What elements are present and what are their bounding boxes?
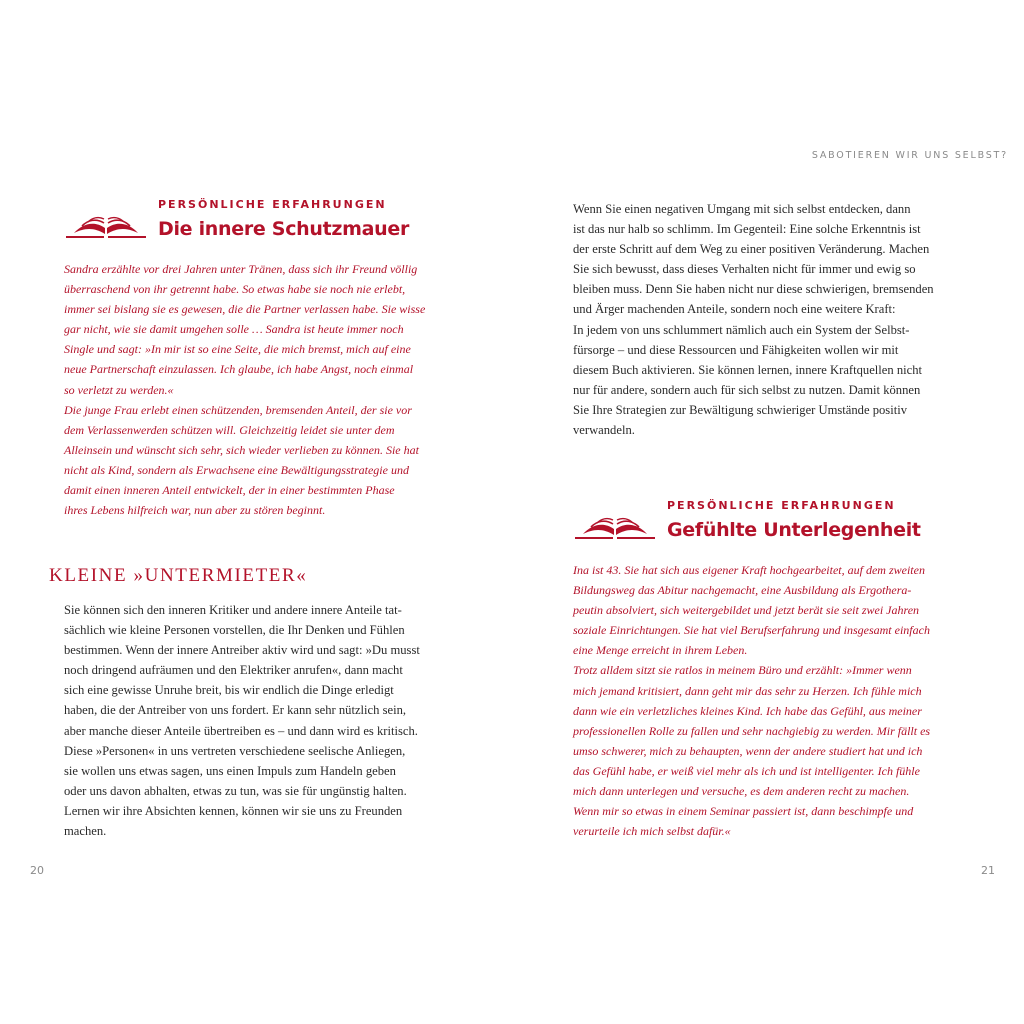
box2-line: Trotz alldem sitzt sie ratlos in meinem Büro und erzählt: »Immer wenn bbox=[573, 663, 912, 678]
box1-kicker: PERSÖNLICHE ERFAHRUNGEN bbox=[158, 198, 387, 211]
body-line: bestimmen. Wenn der innere Antreiber aktiv wird und sagt: »Du musst bbox=[64, 643, 420, 658]
body-line: oder uns davon abhalten, etwas zu tun, was sie für ungünstig halten. bbox=[64, 783, 407, 798]
body-line: sächlich wie kleine Personen vorstellen, die Ihr Denken und Fühlen bbox=[64, 623, 405, 638]
body-line: Wenn Sie einen negativen Umgang mit sich selbst entdecken, dann bbox=[573, 202, 911, 216]
box2-line: umso schwerer, mich zu behaupten, wenn der andere studiert hat und ich bbox=[573, 743, 923, 758]
box2-line: eine Menge erreicht in ihrem Leben. bbox=[573, 643, 748, 658]
body-line: diesem Buch aktivieren. Sie können lernen, innere Kraftquellen nicht bbox=[573, 362, 923, 377]
box1-line: gar nicht, wie sie damit umgehen solle … Sandra ist heute immer noch bbox=[64, 322, 404, 337]
box1-line: dem Verlassenwerden schützen will. Gleichzeitig leidet sie unter dem bbox=[64, 422, 395, 437]
box1-line: damit einen inneren Anteil entwickelt, der in einer bestimmten Phase bbox=[64, 483, 395, 498]
body-line: sie wollen uns etwas sagen, uns einen Impuls zum Handeln geben bbox=[64, 763, 396, 778]
box1-line: immer sei bislang sie es gewesen, die die Partner verlassen habe. Sie wisse bbox=[64, 302, 426, 317]
body-line: Lernen wir ihre Absichten kennen, können wir sie uns zu Freunden bbox=[64, 803, 403, 818]
box2-line: mich dann unterlegen und versuche, es dem anderen recht zu machen. bbox=[573, 784, 910, 799]
box1-line: Alleinsein und wünscht sich sehr, sich wieder verlieben zu können. Sie hat bbox=[64, 442, 419, 457]
left-body-text bbox=[64, 600, 464, 841]
open-book-icon bbox=[573, 515, 657, 541]
box2-line: professionellen Rolle zu fallen und sehr nachgiebig zu werden. Mir fällt es bbox=[573, 723, 931, 738]
box2-line: Bildungsweg das Abitur nachgemacht, eine Ausbildung als Ergothera- bbox=[573, 583, 912, 598]
body-line: Sie sich bewusst, dass dieses Verhalten nicht für immer und ewig so bbox=[573, 262, 916, 277]
box2-text bbox=[573, 560, 973, 841]
body-line: verwandeln. bbox=[573, 423, 635, 438]
box1-line: Single und sagt: »In mir ist so eine Seite, die mich bremst, mich auf eine bbox=[64, 342, 411, 357]
body-line: der erste Schritt auf dem Weg zu einer positiven Veränderung. Machen bbox=[573, 242, 930, 257]
box1-line: Die junge Frau erlebt einen schützenden, bremsenden Anteil, der sie vor bbox=[64, 402, 412, 417]
right-body-text bbox=[573, 199, 973, 440]
body-line: Diese »Personen« in uns vertreten verschiedene seelische Anliegen, bbox=[64, 743, 406, 758]
box2-line: peutin absolviert, sich weitergebildet und jetzt berät sie seit zwei Jahren bbox=[573, 603, 920, 618]
page-number-left: 20 bbox=[30, 864, 44, 877]
open-book-icon bbox=[64, 214, 148, 240]
box2-line: das Gefühl habe, er weiß viel mehr als ich und ist intelligenter. Ich fühle bbox=[573, 763, 920, 778]
body-line: bleiben muss. Denn Sie haben nicht nur diese schwierigen, bremsenden bbox=[573, 282, 934, 297]
body-line: nur für andere, sondern auch für sich selbst zu nutzen. Damit können bbox=[573, 382, 921, 397]
box1-line: nicht als Kind, sondern als Erwachsene eine Bewältigungsstrategie und bbox=[64, 462, 409, 477]
box1-line: Sandra erzählte vor drei Jahren unter Tränen, dass sich ihr Freund völlig bbox=[64, 262, 418, 276]
page-number-right: 21 bbox=[981, 864, 995, 877]
box2-line: verurteile ich mich selbst dafür.« bbox=[573, 824, 731, 839]
body-line: Sie Ihre Strategien zur Bewältigung schwieriger Umstände positiv bbox=[573, 402, 907, 417]
body-line: noch dringend aufräumen und den Elektriker anrufen«, dann macht bbox=[64, 663, 403, 678]
running-head: SABOTIEREN WIR UNS SELBST? bbox=[811, 150, 1008, 161]
box2-line: dann wie ein verletzliches kleines Kind. Ich habe das Gefühl, aus meiner bbox=[573, 703, 922, 718]
box2-kicker: PERSÖNLICHE ERFAHRUNGEN bbox=[667, 499, 896, 512]
body-line: fürsorge – und diese Ressourcen und Fähigkeiten wollen wir mit bbox=[573, 342, 899, 357]
box1-line: so verletzt zu werden.« bbox=[64, 382, 174, 397]
box2-line: Ina ist 43. Sie hat sich aus eigener Kraft hochgearbeitet, auf dem zweiten bbox=[573, 563, 925, 577]
box2-headline: Gefühlte Unterlegenheit bbox=[667, 519, 921, 541]
body-line: ist das nur halb so schlimm. Im Gegenteil: Eine solche Erkenntnis ist bbox=[573, 222, 921, 237]
body-line: In jedem von uns schlummert nämlich auch ein System der Selbst- bbox=[573, 322, 910, 337]
box2-line: mich jemand kritisiert, dann geht mir das sehr zu Herzen. Ich fühle mich bbox=[573, 683, 922, 698]
box1-headline: Die innere Schutzmauer bbox=[158, 218, 410, 240]
box1-text bbox=[64, 259, 464, 520]
body-line: und Ärger machenden Anteile, sondern noch eine weitere Kraft: bbox=[573, 302, 896, 317]
box2-line: soziale Einrichtungen. Sie hat viel Berufserfahrung und insgesamt einfach bbox=[573, 623, 930, 638]
box2-line: Wenn mir so etwas in einem Seminar passiert ist, dann beschimpfe und bbox=[573, 804, 914, 819]
body-line: sich eine gewisse Unruhe breit, bis wir endlich die Dinge erledigt bbox=[64, 683, 394, 698]
box1-line: ihres Lebens hilfreich war, nun aber zu stören beginnt. bbox=[64, 503, 326, 518]
section-title: KLEINE »UNTERMIETER« bbox=[49, 565, 308, 586]
box1-line: überraschend von ihr getrennt habe. So etwas habe sie noch nie erlebt, bbox=[64, 282, 406, 297]
body-line: Sie können sich den inneren Kritiker und andere innere Anteile tat- bbox=[64, 603, 402, 617]
body-line: aber manche dieser Anteile übertreiben es – und dann wird es kritisch. bbox=[64, 723, 418, 738]
body-line: machen. bbox=[64, 824, 107, 839]
body-line: haben, die der Antreiber von uns fordert. Er kann sehr nützlich sein, bbox=[64, 703, 407, 718]
box1-line: neue Partnerschaft einzulassen. Ich glaube, ich habe Angst, noch einmal bbox=[64, 362, 414, 377]
